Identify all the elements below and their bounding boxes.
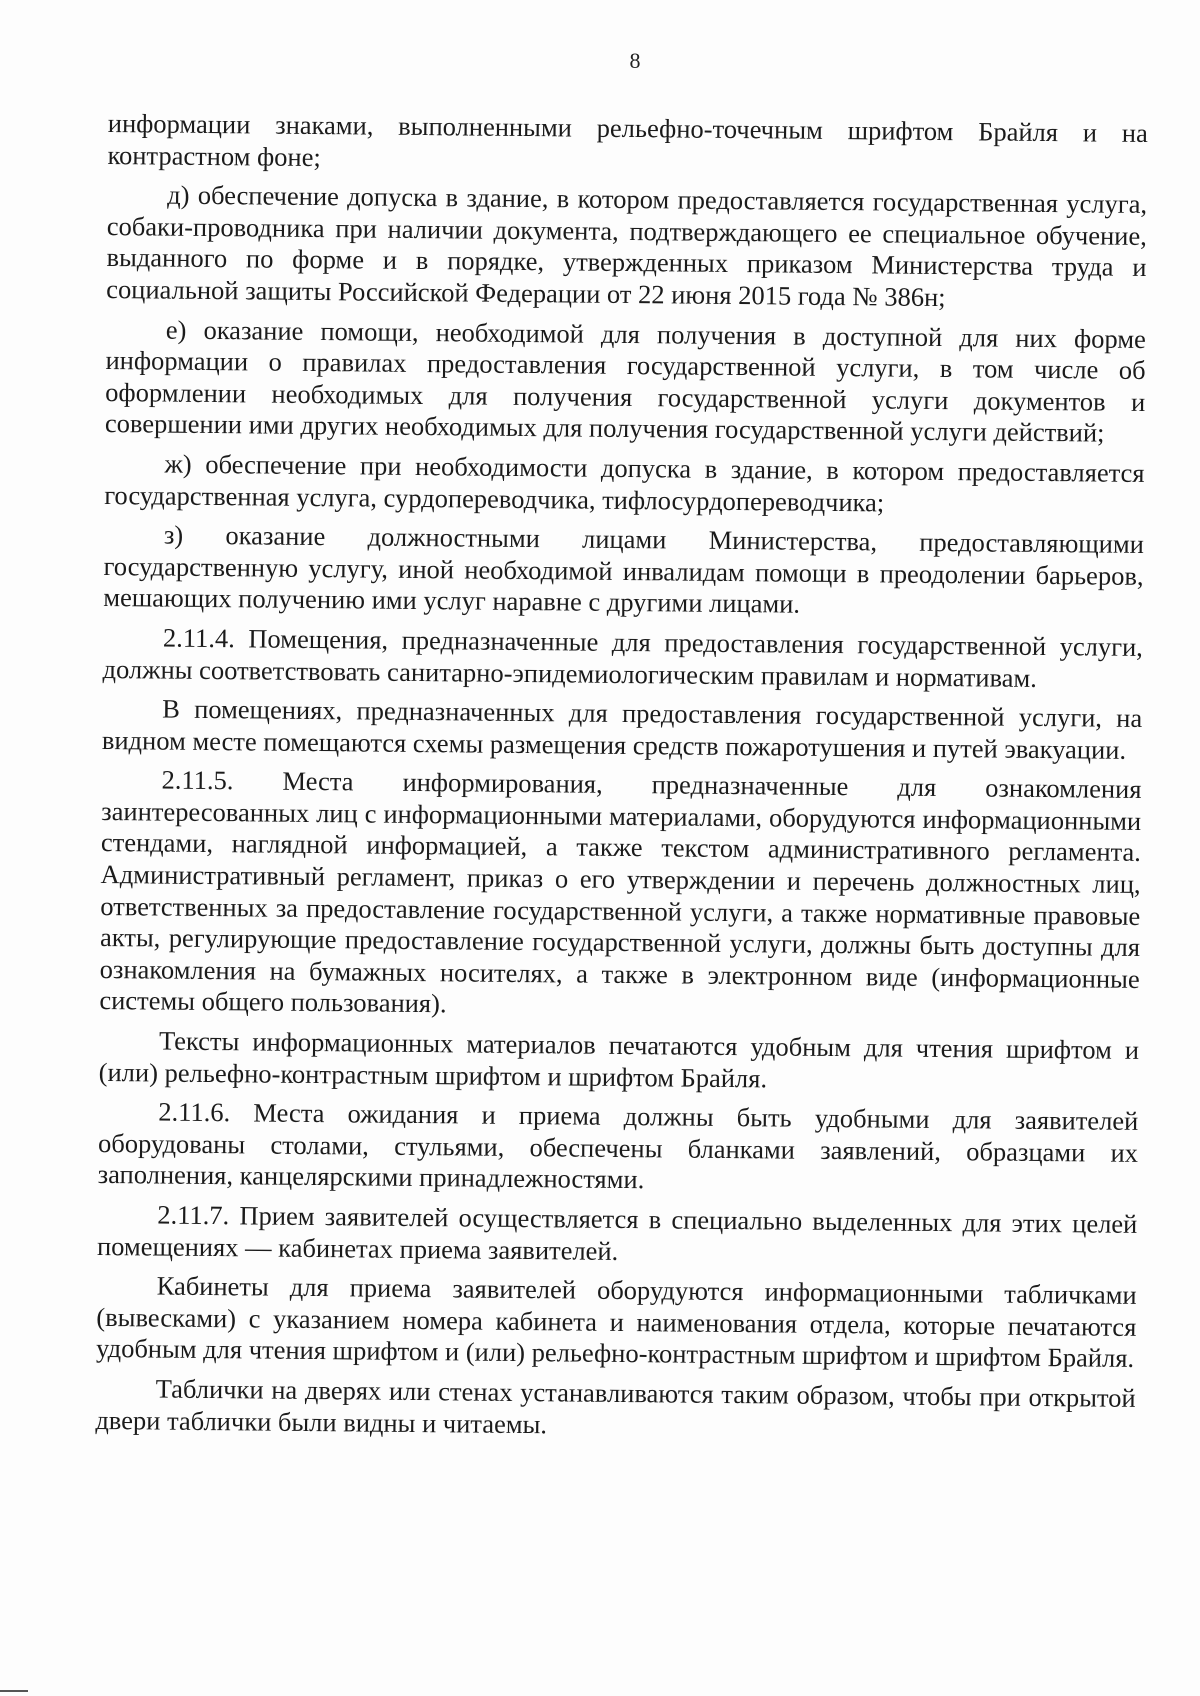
paragraph-continuation: информации знаками, выполненными рельефно-точечным шрифтом Брайля и на контрастном фоне;	[107, 108, 1148, 172]
paragraph-item-e: е) оказание помощи, необходимой для получения в доступной для них форме информации о правилах предоставления государственной услуги, в том числе об оформлении необходимых для получения государственной услуги документов и совершении ими других необходимых для получения государственной услуги действий;	[104, 314, 1146, 448]
document-body	[95, 108, 1148, 1454]
page-number: 8	[629, 48, 641, 73]
paragraph-door-signs: Таблички на дверях или стенах устанавливаются таким образом, чтобы при открытой двери таблички были видны и читаемы.	[95, 1373, 1136, 1439]
paragraph-2-11-6: 2.11.6. Места ожидания и приема должны быть удобными для заявителей оборудованы столами, стульями, обеспечены бланками заявлений, образцами их заполнения, канцелярскими принадлежностями.	[97, 1096, 1139, 1195]
paragraph-item-zh: ж) обеспечение при необходимости допуска в здание, в котором предоставляется государственная услуга, сурдопереводчика, тифлосурдопереводчика;	[104, 448, 1145, 518]
paragraph-2-11-7: 2.11.7. Прием заявителей осуществляется в специально выделенных для этих целей помещениях — кабинетах приема заявителей.	[96, 1199, 1138, 1266]
paragraph-item-z: з) оказание должностными лицами Министерства, предоставляющими государственную услугу, иной необходимой инвалидам помощи в преодолении барьеров, мешающих получению ими услуг наравне с другими лицами.	[103, 519, 1145, 619]
paragraph-2-11-4: 2.11.4. Помещения, предназначенные для предоставления государственной услуги, должны соответствовать санитарно-эпидемиологическим правилам и нормативам.	[102, 622, 1144, 693]
paragraph-2-11-5: 2.11.5. Места информирования, предназначенные для ознакомления заинтересованных лиц с информационными материалами, оборудуются информационными стендами, наглядной информацией, а также текстом административного регламента. Административный регламент, приказ о его утверждении и перечень должностных лиц, ответственных за предоставление государственной услуги, а также нормативные правовые акты, регулирующие предоставление государственной услуги, должны быть доступны для ознакомления на бумажных носителях, а также в электронном виде (информационные системы общего пользования).	[99, 764, 1142, 1019]
paragraph-cabinet-signs: Кабинеты для приема заявителей оборудуются информационными табличками (вывесками) с указанием номера кабинета и наименования отдела, которые печатаются удобным для чтения шрифтом и (или) рельефно-контрастным шрифтом и шрифтом Брайля.	[95, 1270, 1137, 1374]
paragraph-evacuation-schemes: В помещениях, предназначенных для предоставления государственной услуги, на видном месте помещаются схемы размещения средств пожаротушения и путей эвакуации.	[101, 693, 1143, 765]
scan-edge-mark	[0, 1690, 28, 1692]
paragraph-item-d: д) обеспечение допуска в здание, в котором предоставляется государственная услуга, собаки-проводника при наличии документа, подтверждающего ее специальное обучение, выданного по форме и в порядке, утвержденных приказом Министерства труда и социальной защиты Российской Федерации от 22 июня 2015 года № 386н;	[106, 179, 1148, 313]
paragraph-texts-braille: Тексты информационных материалов печатаются удобным для чтения шрифтом и (или) рельефно-контрастным шрифтом и шрифтом Брайля.	[98, 1025, 1140, 1093]
